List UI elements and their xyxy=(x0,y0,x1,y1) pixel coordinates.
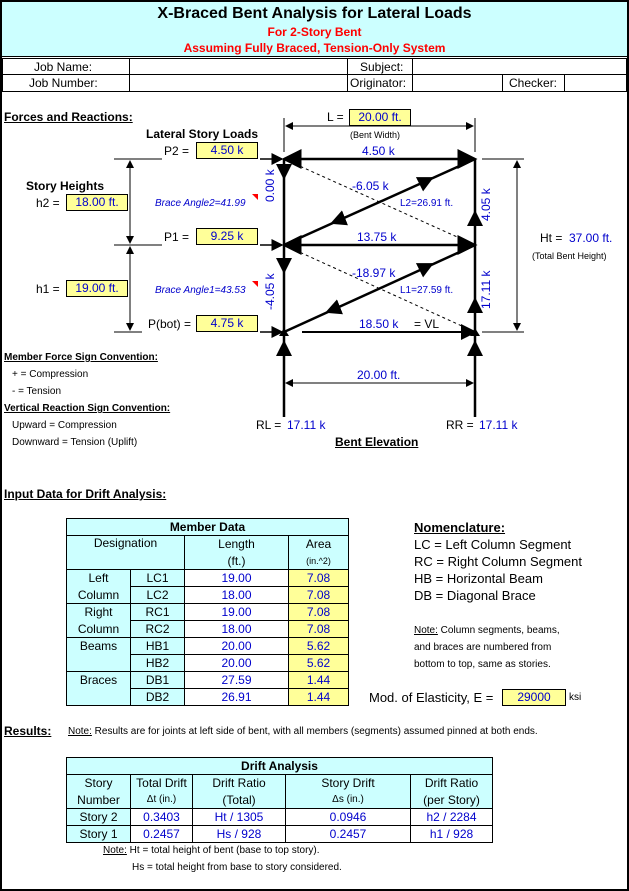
table-row xyxy=(67,587,349,604)
L-input[interactable]: 20.00 ft. xyxy=(349,109,411,126)
vertical-convention-downward: Downward = Tension (Uplift) xyxy=(12,437,138,448)
checker-label: Checker: xyxy=(509,76,558,90)
member-data-table xyxy=(66,518,349,706)
p1-input[interactable]: 9.25 k xyxy=(196,228,258,245)
table-row xyxy=(67,638,349,655)
table-cell: Drift Ratio xyxy=(193,775,286,792)
bent-elevation-drawing xyxy=(2,2,629,452)
table-cell: LC1 xyxy=(131,570,185,587)
table-cell: 27.59 xyxy=(185,672,289,689)
nom-note-line2: and braces are numbered from xyxy=(414,642,552,653)
table-cell: Column xyxy=(67,621,131,638)
table-cell[interactable]: 7.08 xyxy=(289,621,349,638)
table-cell: Braces xyxy=(67,672,131,689)
table-cell: 0.2457 xyxy=(131,826,193,843)
h2-label: h2 = xyxy=(36,196,60,210)
designation-header: Designation xyxy=(67,536,185,570)
table-cell: 0.0946 xyxy=(286,809,411,826)
lateral-story-loads-label: Lateral Story Loads xyxy=(146,127,259,141)
p2-label: P2 = xyxy=(164,144,190,158)
subtitle-system: Assuming Fully Braced, Tension-Only System xyxy=(183,41,446,55)
sign-convention-compression: + = Compression xyxy=(12,369,89,380)
VL-label: = VL xyxy=(414,317,440,331)
L-label: L = xyxy=(327,110,344,124)
nom-hb: HB = Horizontal Beam xyxy=(414,571,543,586)
table-cell: 0.2457 xyxy=(286,826,411,843)
table-cell: Beams xyxy=(67,638,131,655)
table-cell: (Total) xyxy=(193,792,286,809)
bottom-beam-force: 18.50 k xyxy=(359,317,399,331)
table-cell[interactable]: 5.62 xyxy=(289,638,349,655)
subtitle-story: For 2-Story Bent xyxy=(267,25,362,39)
table-row xyxy=(67,655,349,672)
brace-angle1: Brace Angle1=43.53 xyxy=(155,285,246,296)
right-col-upper-force: 4.05 k xyxy=(479,188,493,221)
table-cell: LC2 xyxy=(131,587,185,604)
sign-convention-title: Member Force Sign Convention: xyxy=(4,352,158,363)
table-cell: h2 / 2284 xyxy=(411,809,493,826)
table-cell: 20.00 xyxy=(185,655,289,672)
table-cell: (per Story) xyxy=(411,792,493,809)
total-bent-height-note: (Total Bent Height) xyxy=(532,251,607,261)
table-cell xyxy=(67,655,131,672)
table-cell: Hs / 928 xyxy=(193,826,286,843)
input-data-heading: Input Data for Drift Analysis: xyxy=(4,487,167,501)
drift-title: Drift Analysis xyxy=(67,758,493,775)
table-row xyxy=(67,621,349,638)
table-cell[interactable]: 5.62 xyxy=(289,655,349,672)
table-row xyxy=(67,689,349,706)
table-cell: DB1 xyxy=(131,672,185,689)
nom-rc: RC = Right Column Segment xyxy=(414,554,582,569)
length-unit: (ft.) xyxy=(185,553,289,570)
modulus-input[interactable]: 29000 xyxy=(502,689,566,706)
table-cell: DB2 xyxy=(131,689,185,706)
brace2-length: L2=26.91 ft. xyxy=(400,198,454,209)
bottom-note-2: Hs = total height from base to story considered. xyxy=(132,862,342,873)
table-cell: Left xyxy=(67,570,131,587)
p2-input[interactable]: 4.50 k xyxy=(196,142,258,159)
pbot-label: P(bot) = xyxy=(148,317,192,331)
modulus-unit: ksi xyxy=(569,692,582,703)
table-cell: Story Drift xyxy=(286,775,411,792)
table-cell xyxy=(67,689,131,706)
table-cell[interactable]: 7.08 xyxy=(289,570,349,587)
nomenclature-title: Nomenclature: xyxy=(414,520,506,535)
brace-angle2: Brace Angle2=41.99 xyxy=(155,198,246,209)
left-col-lower-force: -4.05 k xyxy=(263,273,277,310)
table-cell: Δt (in.) xyxy=(131,792,193,809)
vertical-convention-title: Vertical Reaction Sign Convention: xyxy=(4,403,171,414)
right-col-lower-force: 17.11 k xyxy=(479,270,493,309)
RL-value: 17.11 k xyxy=(287,418,326,432)
p1-label: P1 = xyxy=(164,230,190,244)
brace2-force: -6.05 k xyxy=(352,179,389,193)
table-cell: 18.00 xyxy=(185,587,289,604)
table-cell: Δs (in.) xyxy=(286,792,411,809)
table-cell: 18.00 xyxy=(185,621,289,638)
table-cell: Right xyxy=(67,604,131,621)
table-cell[interactable]: 7.08 xyxy=(289,587,349,604)
table-cell: Story 1 xyxy=(67,826,131,843)
RR-value: 17.11 k xyxy=(479,418,518,432)
table-cell: 19.00 xyxy=(185,570,289,587)
page-title: X-Braced Bent Analysis for Lateral Loads xyxy=(157,5,472,22)
top-beam-force: 4.50 k xyxy=(362,144,395,158)
h1-input[interactable]: 19.00 ft. xyxy=(66,280,128,297)
bottom-note-1: Note: Ht = total height of bent (base to top story). xyxy=(103,845,320,856)
table-row xyxy=(67,604,349,621)
nom-note-line3: bottom to top, same as stories. xyxy=(414,659,551,670)
table-cell: Total Drift xyxy=(131,775,193,792)
note-label: Note: xyxy=(414,625,438,636)
table-cell: HB2 xyxy=(131,655,185,672)
bottom-dimension: 20.00 ft. xyxy=(357,368,401,382)
table-row xyxy=(67,672,349,689)
subject-label: Subject: xyxy=(360,60,404,74)
table-row xyxy=(67,826,493,843)
mid-beam-force: 13.75 k xyxy=(357,230,397,244)
job-name-label: Job Name: xyxy=(34,60,93,74)
table-cell[interactable]: 1.44 xyxy=(289,689,349,706)
table-cell: RC1 xyxy=(131,604,185,621)
table-cell: 26.91 xyxy=(185,689,289,706)
results-heading: Results: xyxy=(4,724,52,738)
area-header: Area xyxy=(289,536,349,553)
table-cell: h1 / 928 xyxy=(411,826,493,843)
sign-convention-tension: - = Tension xyxy=(12,386,62,397)
brace1-force: -18.97 k xyxy=(352,266,396,280)
table-cell: Story xyxy=(67,775,131,792)
bent-elevation-caption: Bent Elevation xyxy=(335,435,419,449)
table-cell: 0.3403 xyxy=(131,809,193,826)
nom-lc: LC = Left Column Segment xyxy=(414,537,572,552)
table-cell: 19.00 xyxy=(185,604,289,621)
RR-label: RR = xyxy=(446,418,474,432)
member-data-title: Member Data xyxy=(67,519,349,536)
table-row xyxy=(67,809,493,826)
left-col-upper-force: 0.00 k xyxy=(263,169,277,202)
length-header: Length xyxy=(185,536,289,553)
originator-label: Originator: xyxy=(350,76,407,90)
table-cell[interactable]: 7.08 xyxy=(289,604,349,621)
pbot-input[interactable]: 4.75 k xyxy=(196,315,258,332)
bent-width-note: (Bent Width) xyxy=(350,130,401,140)
table-cell: Ht / 1305 xyxy=(193,809,286,826)
story-heights-label: Story Heights xyxy=(26,179,105,193)
modulus-label: Mod. of Elasticity, E = xyxy=(369,690,494,705)
nom-db: DB = Diagonal Brace xyxy=(414,588,536,603)
Ht-label: Ht = xyxy=(540,231,563,245)
area-unit: (in.^2) xyxy=(289,553,349,570)
h1-label: h1 = xyxy=(36,282,60,296)
vertical-convention-upward: Upward = Compression xyxy=(12,420,117,431)
table-cell: HB1 xyxy=(131,638,185,655)
RL-label: RL = xyxy=(256,418,282,432)
table-cell: Column xyxy=(67,587,131,604)
job-number-label: Job Number: xyxy=(29,76,98,90)
table-cell: RC2 xyxy=(131,621,185,638)
brace1-length: L1=27.59 ft. xyxy=(400,285,454,296)
table-cell: Number xyxy=(67,792,131,809)
table-cell: Story 2 xyxy=(67,809,131,826)
nom-note-line1: Note: Column segments, beams, xyxy=(414,625,560,636)
table-cell[interactable]: 1.44 xyxy=(289,672,349,689)
Ht-value: 37.00 ft. xyxy=(569,231,613,245)
drift-analysis-table xyxy=(66,757,493,843)
results-note: Note: Results are for joints at left side of bent, with all members (segments) assumed pinned at both ends. xyxy=(68,726,538,737)
table-cell: 20.00 xyxy=(185,638,289,655)
forces-heading: Forces and Reactions: xyxy=(4,110,133,124)
table-cell: Drift Ratio xyxy=(411,775,493,792)
h2-input[interactable]: 18.00 ft. xyxy=(66,194,128,211)
table-row xyxy=(67,570,349,587)
